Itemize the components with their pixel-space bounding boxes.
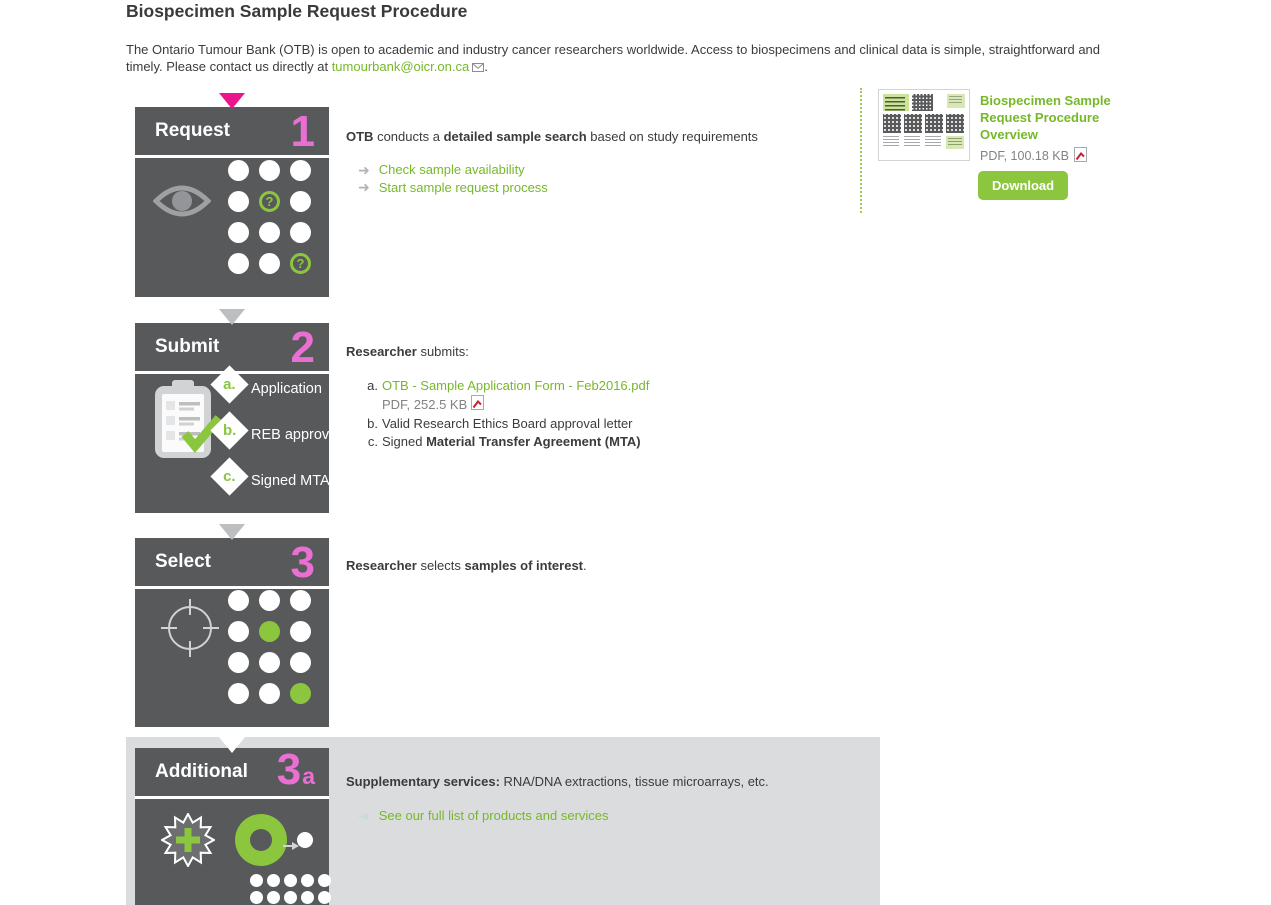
- step3a-links: [358, 807, 609, 825]
- products-services-link[interactable]: See our full list of products and services: [378, 808, 609, 824]
- diamond-b-icon: b.: [210, 411, 248, 449]
- step1-description: OTB conducts a detailed sample search based on study requirements: [346, 129, 758, 144]
- diamond-c-icon: c.: [210, 457, 248, 495]
- step-box-submit: [135, 323, 341, 513]
- step2-description: Researcher submits:: [346, 344, 469, 359]
- sample-dot: [259, 222, 280, 243]
- diagram-label-application: Application: [251, 381, 322, 397]
- thumb-text-block: [925, 136, 943, 149]
- email-link[interactable]: tumourbank@oicr.on.ca: [331, 59, 470, 74]
- mail-icon: [469, 59, 484, 74]
- sample-dot: [228, 160, 249, 181]
- sample-dot: [259, 590, 280, 611]
- sample-grid: [228, 160, 311, 274]
- step-label: Select: [155, 551, 211, 572]
- step3-description: Researcher selects samples of interest.: [346, 558, 587, 573]
- flow-down-arrow-2: [219, 309, 245, 325]
- thumb-step-block: [883, 114, 901, 133]
- sample-dot: [290, 160, 311, 181]
- sample-dot: [290, 652, 311, 673]
- sample-dot: [228, 590, 249, 611]
- page-title: Biospecimen Sample Request Procedure: [126, 1, 468, 21]
- list-item-a: a. OTB - Sample Application Form - Feb2016.pdf: [367, 378, 650, 393]
- sample-dot: [259, 683, 280, 704]
- pdf-overview-link[interactable]: Biospecimen Sample Request Procedure Overview: [980, 93, 1111, 142]
- thumb-step-block: [946, 114, 964, 133]
- step-number: 3: [290, 538, 315, 587]
- step-label: Submit: [155, 336, 220, 357]
- link-arrow-icon: ➜: [358, 179, 370, 196]
- thumb-step-block: [904, 114, 922, 133]
- sidebar-divider: [860, 88, 862, 213]
- step-diagram-submit: [135, 374, 341, 510]
- sample-dot: [228, 621, 249, 642]
- flow-down-arrow-3a: [219, 737, 245, 753]
- step3a-description: Supplementary services: RNA/DNA extractions, tissue microarrays, etc.: [346, 774, 769, 789]
- application-form-link[interactable]: OTB - Sample Application Form - Feb2016.pdf: [382, 378, 650, 393]
- thumb-step-block: [925, 114, 943, 133]
- step-box-request: [135, 107, 329, 297]
- sample-dot: [290, 191, 311, 212]
- derived-sample-dot: [297, 832, 313, 848]
- application-form-meta: PDF, 252.5 KB: [382, 395, 649, 415]
- thumb-title-block: [883, 94, 909, 111]
- sample-dot: [259, 160, 280, 181]
- step-box-select: [135, 538, 329, 727]
- donut-sample-icon: [235, 814, 287, 866]
- flow-down-arrow-1: [219, 93, 245, 109]
- thumb-text-block: [946, 136, 964, 149]
- pdf-file-meta: PDF, 100.18 KB: [980, 147, 1087, 165]
- selected-sample-dot: [290, 683, 311, 704]
- step-number: 1: [290, 107, 315, 156]
- thumb-text-block: [883, 136, 901, 149]
- step-label: Request: [155, 120, 230, 141]
- sample-dot: [228, 191, 249, 212]
- list-item-b: b. Valid Research Ethics Board approval letter: [367, 416, 633, 431]
- diagram-label-mta: Signed MTA: [251, 473, 330, 489]
- sample-grid: [228, 590, 311, 704]
- eye-icon: [153, 184, 211, 223]
- step-header-additional: [135, 745, 329, 799]
- intro-text: The Ontario Tumour Bank (OTB) is open to academic and industry cancer researchers worldwide. Access to biospecimens and clinical data is simple, straightforward and timely. Please contact us directly at: [126, 42, 1101, 74]
- pdf-file-icon: [1074, 147, 1087, 165]
- diagram-label-reb: REB approval: [251, 427, 341, 443]
- step-box-additional: [135, 745, 329, 905]
- list-item-c: c. Signed Material Transfer Agreement (MTA): [367, 434, 641, 449]
- aliquot-dots-grid: [250, 874, 331, 905]
- thumb-green-block: [947, 94, 965, 108]
- step-diagram-additional: [135, 799, 329, 905]
- selected-sample-dot: [259, 621, 280, 642]
- sample-dot: [290, 222, 311, 243]
- sample-dot: [259, 253, 280, 274]
- step1-links: [358, 161, 548, 196]
- link-arrow-icon: ➜: [358, 807, 370, 824]
- sample-dot: [228, 253, 249, 274]
- step-header-request: [135, 107, 329, 158]
- sample-dot: [228, 683, 249, 704]
- flow-down-arrow-3: [219, 524, 245, 540]
- sample-dot: [228, 222, 249, 243]
- step2-list: [363, 377, 649, 451]
- diamond-a-icon: a.: [210, 365, 248, 403]
- intro-paragraph: [126, 41, 1121, 75]
- sample-dot: [290, 590, 311, 611]
- step-label: Additional: [155, 761, 248, 782]
- step-number: 3a: [276, 745, 315, 794]
- question-dot-icon: ?: [290, 253, 311, 274]
- step-diagram-request: [135, 158, 329, 294]
- download-button[interactable]: Download: [978, 171, 1068, 200]
- thumb-text-block: [904, 136, 922, 149]
- start-sample-request-link[interactable]: Start sample request process: [378, 179, 548, 195]
- thumb-dark-block: [912, 94, 934, 111]
- step-number: 2: [290, 323, 315, 372]
- pdf-file-icon: [471, 395, 484, 415]
- sample-dot: [228, 652, 249, 673]
- link-arrow-icon: ➜: [358, 161, 370, 178]
- sample-dot: [259, 652, 280, 673]
- step-diagram-select: [135, 589, 329, 725]
- check-sample-availability-link[interactable]: Check sample availability: [378, 162, 525, 178]
- step-header-select: [135, 538, 329, 589]
- step-header-submit: [135, 323, 329, 374]
- crosshair-icon: [158, 596, 222, 665]
- pdf-thumbnail[interactable]: [878, 89, 970, 161]
- intro-period: .: [484, 59, 488, 74]
- clipboard-check-icon: [155, 380, 225, 467]
- starburst-plus-icon: [161, 813, 215, 872]
- sample-dot: [290, 621, 311, 642]
- question-dot-icon: ?: [259, 191, 280, 212]
